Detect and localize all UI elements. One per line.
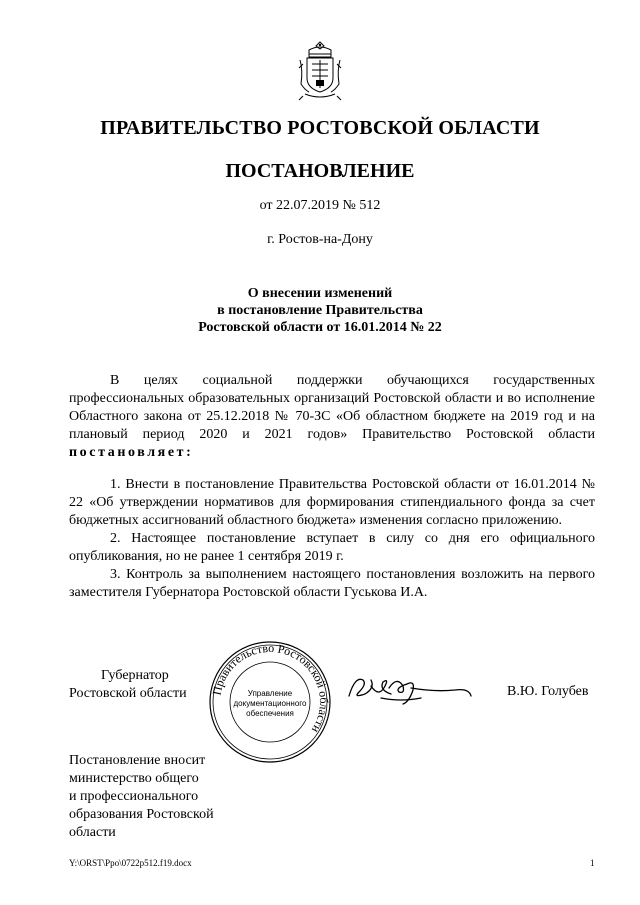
resolves-word: постановляет: [69, 445, 194, 460]
note-line: области [69, 825, 116, 840]
stamp-ring-text: Правительство Ростовской области [209, 640, 332, 736]
subject-line: Ростовской области от 16.01.2014 № 22 [198, 320, 442, 335]
footer-file-path: Y:\ORST\Ppo\0722p512.f19.docx [69, 858, 192, 868]
item-paragraph: 3. Контроль за выполнением настоящего постановления возложить на первого заместителя Губернатора Ростовской области Гуськова И.А. [69, 567, 595, 600]
note-line: образования Ростовской [69, 807, 214, 822]
handwritten-signature [345, 668, 475, 708]
submitted-by-note [69, 752, 214, 842]
preamble-paragraph [69, 372, 595, 462]
document-subject [0, 285, 640, 336]
stamp-center-line: обеспечения [246, 709, 294, 718]
stamp-center-line: Управление [247, 689, 293, 698]
stamp-center-line: документационного [233, 699, 307, 708]
signatory-name: В.Ю. Голубев [507, 684, 589, 699]
signatory-role [69, 667, 187, 703]
page-number: 1 [590, 858, 595, 868]
government-title: ПРАВИТЕЛЬСТВО РОСТОВСКОЙ ОБЛАСТИ [100, 117, 540, 139]
subject-line: в постановление Правительства [217, 303, 423, 318]
document-type: ПОСТАНОВЛЕНИЕ [225, 160, 415, 182]
note-line: Постановление вносит [69, 753, 206, 768]
document-city: г. Ростов-на-Дону [267, 232, 373, 247]
preamble-text: В целях социальной поддержки обучающихся государственных профессиональных образовательных организаций Ростовской области и во исполнение Областного закона от 25.12.2018 № 70-ЗС «Об областном бюджете на 2019 год и на плановый период 2020 и 2021 годов» Правительство Ростовской области [69, 373, 595, 442]
item-paragraph: 1. Внести в постановление Правительства Ростовской области от 16.01.2014 № 22 «Об утверждении нормативов для формирования стипендиального фонда за счет бюджетных ассигнований областного бюджета» изменения согласно приложению. [69, 477, 595, 528]
coat-of-arms-icon [297, 40, 343, 102]
signatory-role-line: Ростовской области [69, 686, 187, 701]
document-date-number: от 22.07.2019 № 512 [259, 198, 381, 213]
subject-line: О внесении изменений [247, 286, 393, 301]
item-paragraph: 2. Настоящее постановление вступает в силу со дня его официального опубликования, но не ранее 1 сентября 2019 г. [69, 531, 595, 564]
signatory-role-line: Губернатор [101, 668, 169, 683]
note-line: министерство общего [69, 771, 199, 786]
document-body [69, 372, 595, 602]
official-stamp [208, 640, 332, 764]
note-line: и профессионального [69, 789, 199, 804]
